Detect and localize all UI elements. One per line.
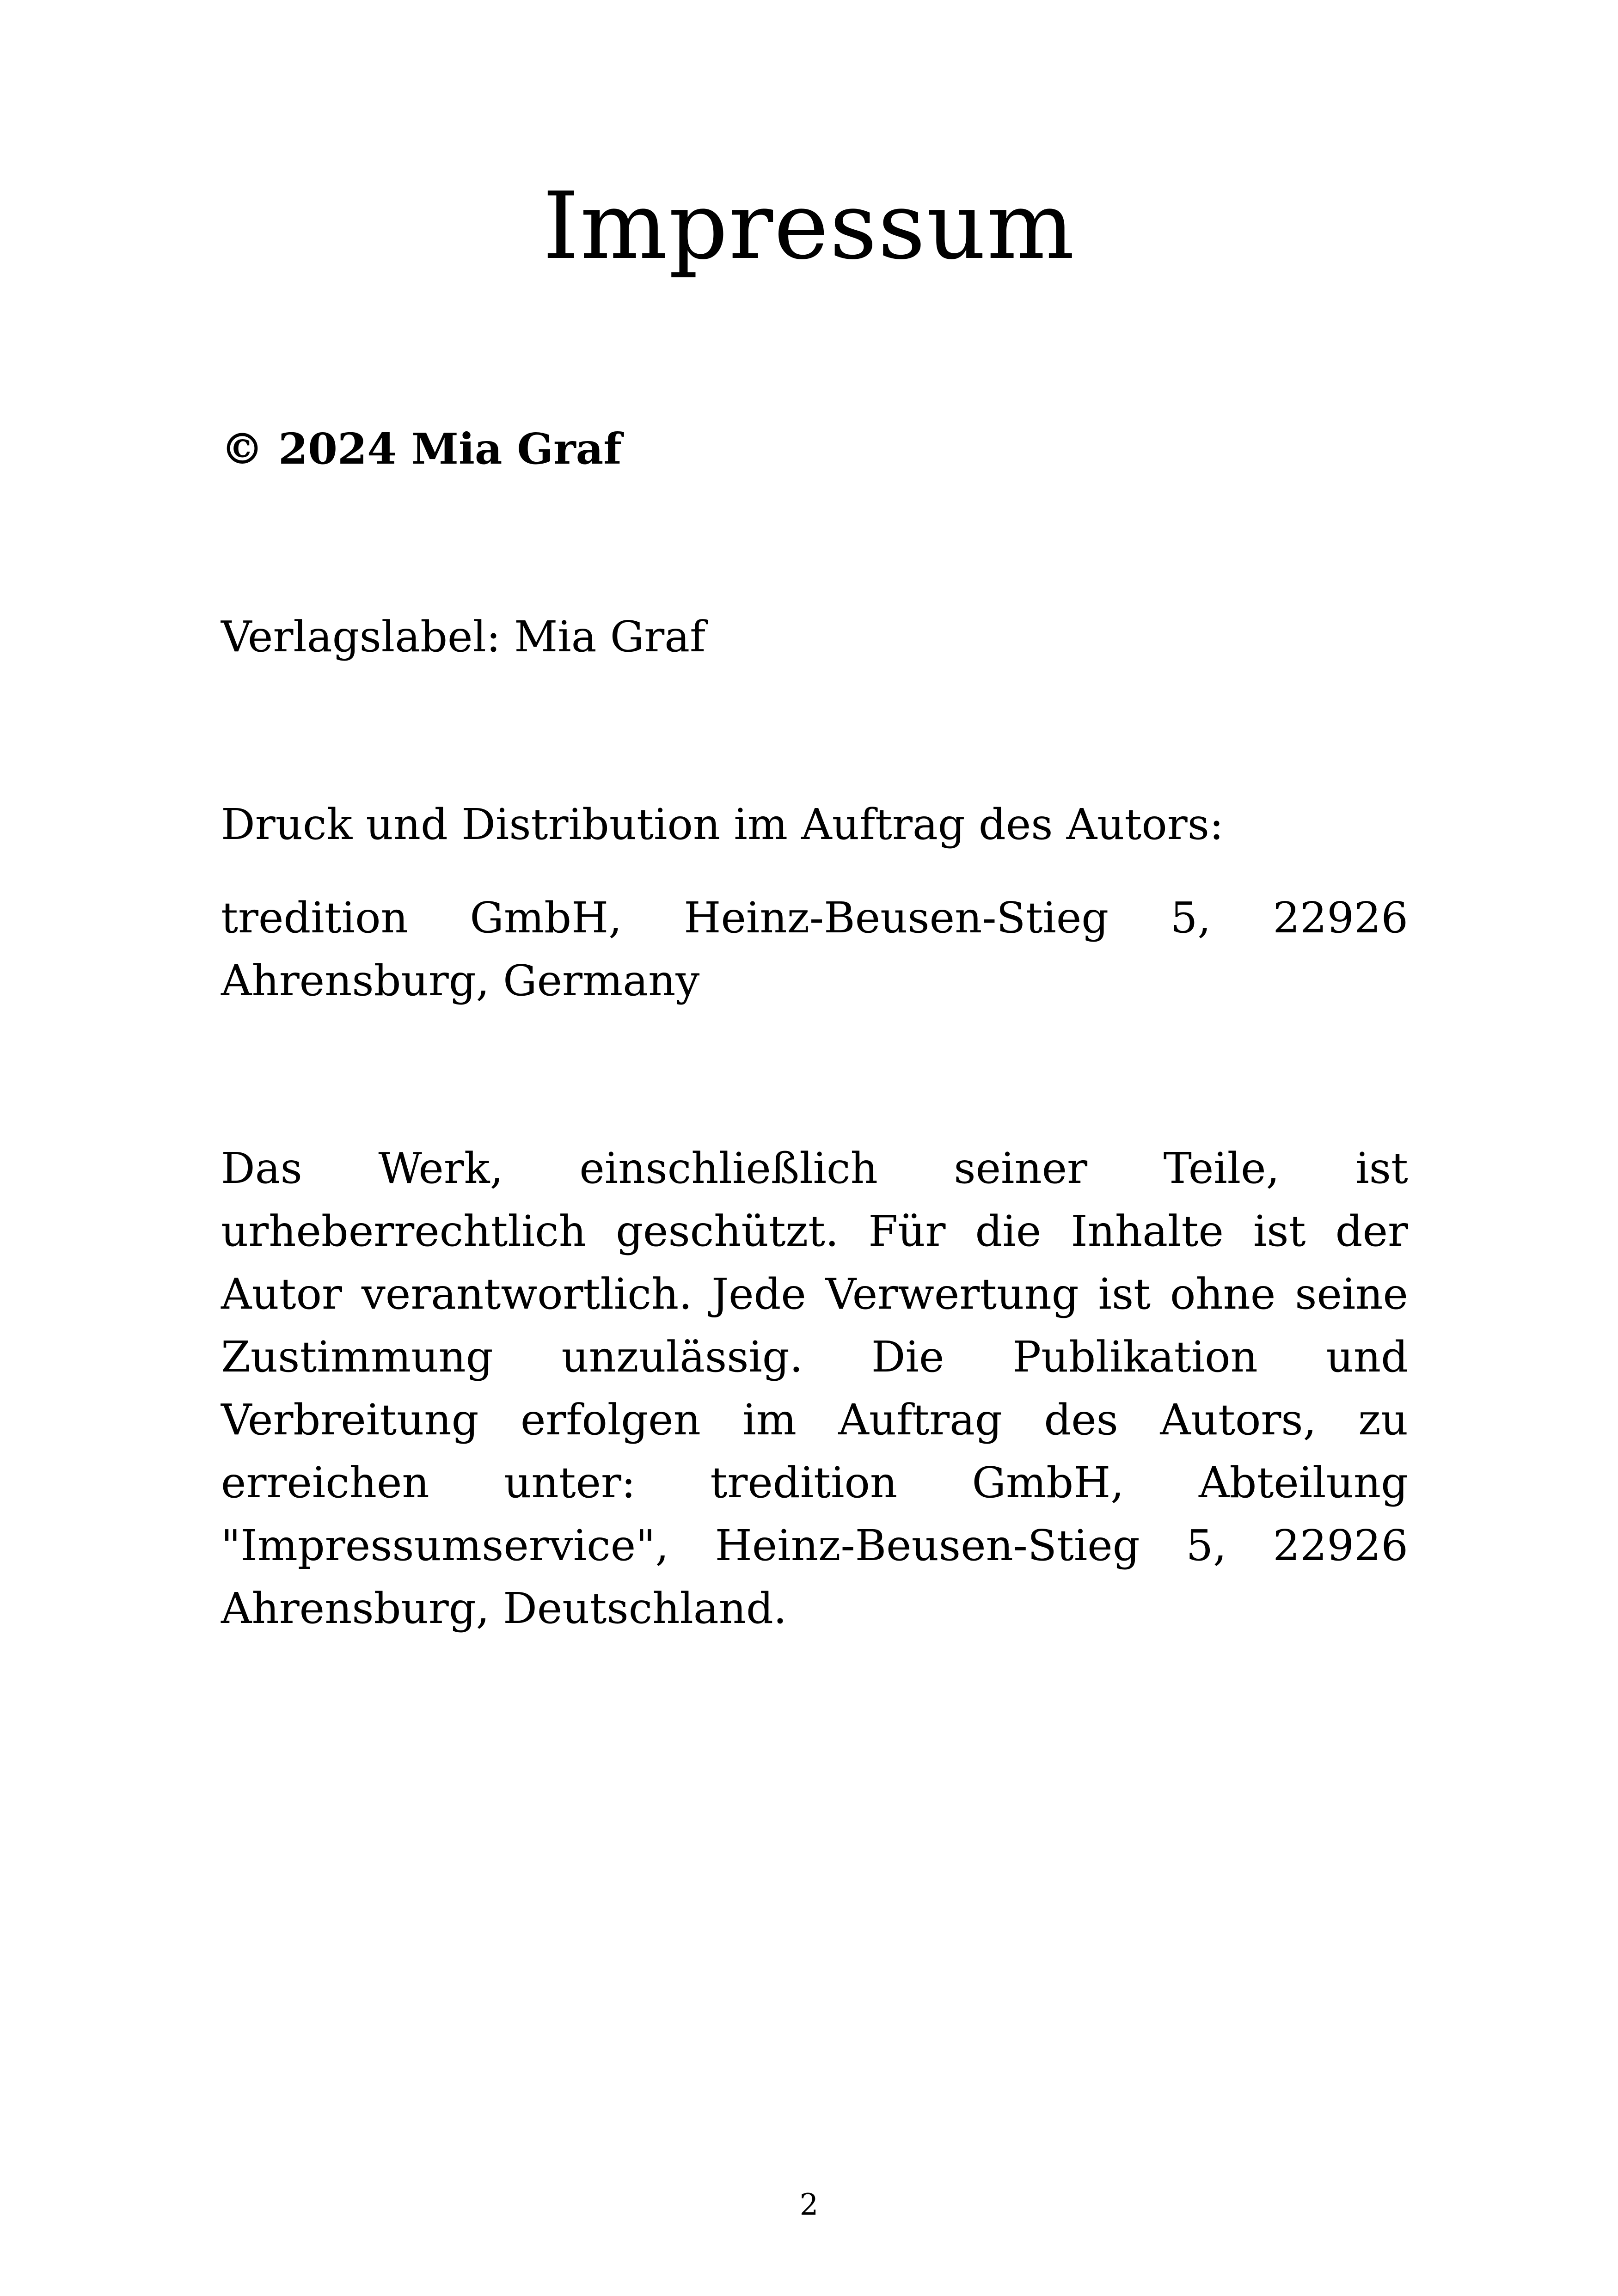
page-number: 2 (799, 2188, 819, 2222)
legal-notice-paragraph: Das Werk, einschließlich seiner Teile, ist urheberrechtlich geschützt. Für die Inhalte ist der Autor verantwortlich. Jede Verwertung ist ohne seine Zustimmung unzulässig. Die Publikation und Verbreitung erfolgen im Auftrag des Autors, zu erreichen unter: tredition GmbH, Abteilung "Impressumservice", Heinz-Beusen-Stieg 5, 22926 Ahrensburg, Deutschland. (221, 1144, 1408, 1633)
publisher-label-line: Verlagslabel: Mia Graf (221, 612, 706, 661)
copyright-line: © 2024 Mia Graf (221, 424, 622, 474)
print-distribution-line: Druck und Distribution im Auftrag des Autors: (221, 800, 1224, 849)
page-title: Impressum (542, 172, 1076, 280)
publisher-address: tredition GmbH, Heinz-Beusen-Stieg 5, 22926 Ahrensburg, Germany (221, 893, 1408, 1005)
